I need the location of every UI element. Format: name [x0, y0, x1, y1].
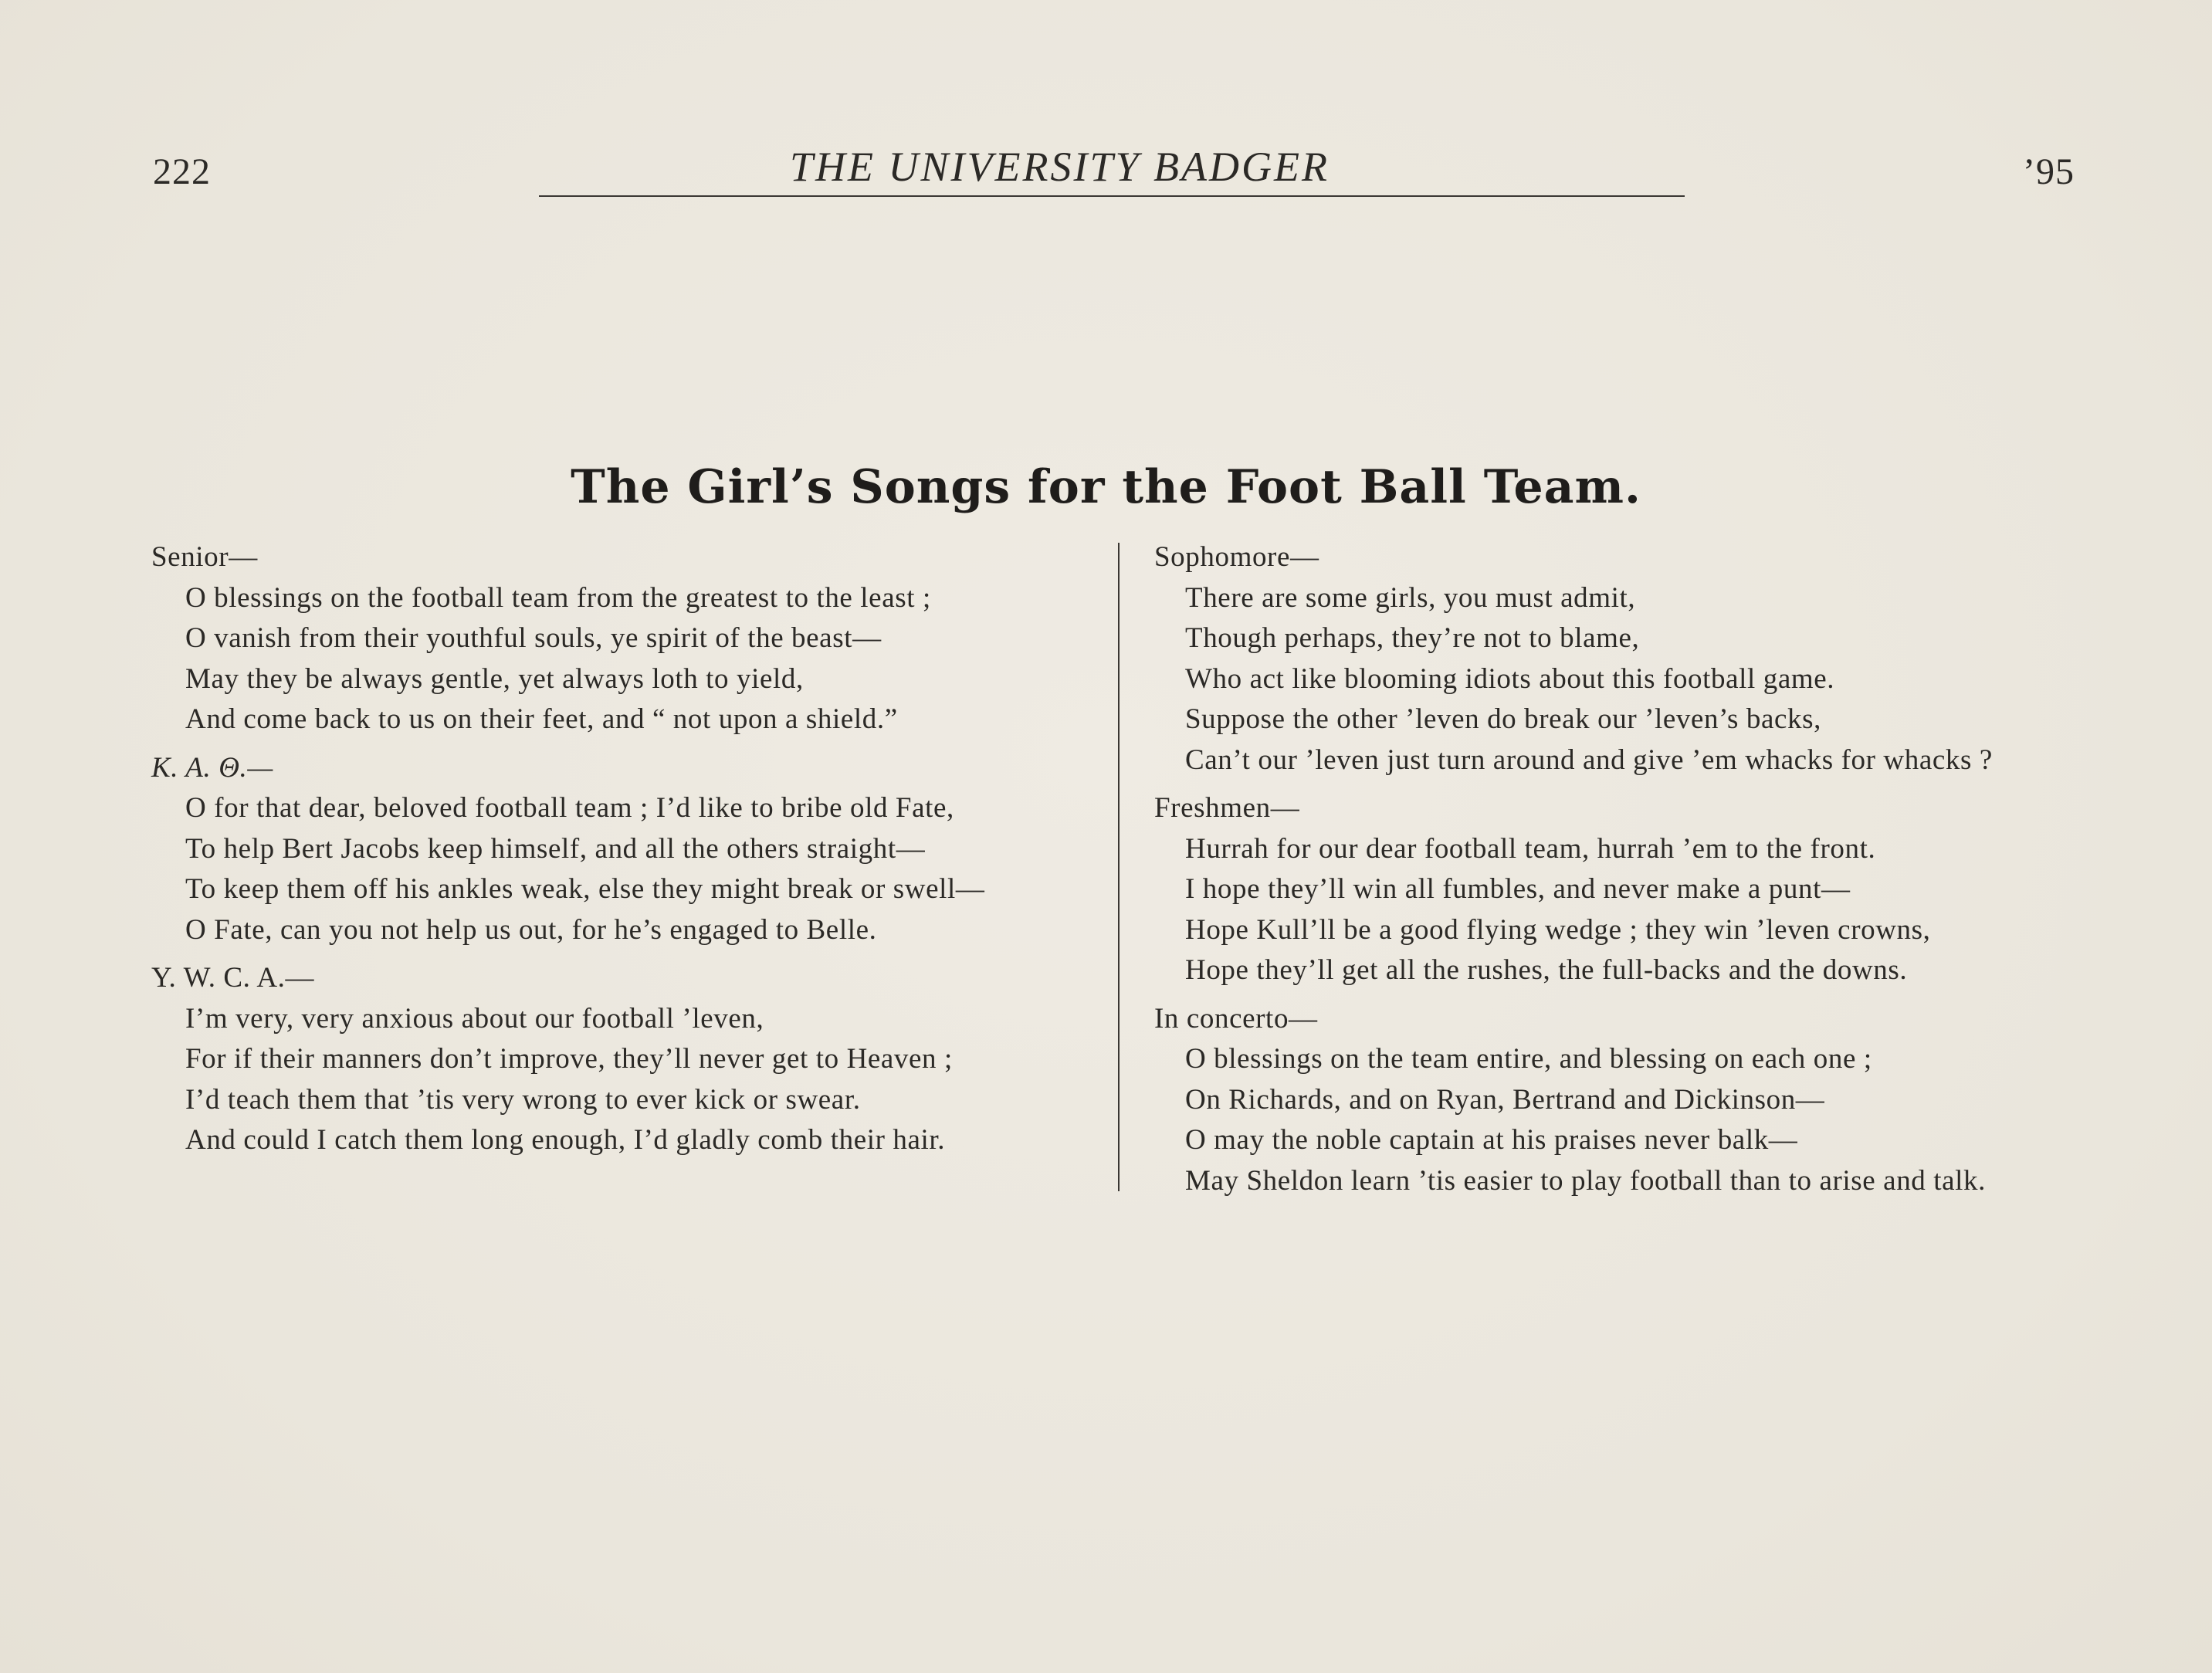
song-title: The Girl’s Songs for the Foot Ball Team. — [571, 460, 1641, 514]
verse-line: And come back to us on their feet, and “ not upon a shield.” — [185, 703, 898, 735]
verse-line: Though perhaps, they’re not to blame, — [1185, 622, 1640, 654]
verse-line: May Sheldon learn ’tis easier to play football than to arise and talk. — [1185, 1164, 1986, 1197]
verse-line: May they be always gentle, yet always loth to yield, — [185, 662, 804, 695]
verse-line: To help Bert Jacobs keep himself, and all the others straight— — [185, 832, 926, 865]
year-label: ’95 — [2023, 151, 2075, 192]
left-column — [151, 537, 1093, 1169]
stanza-in-concerto — [1154, 999, 2127, 1202]
verse-line: Can’t our ’leven just turn around and give ’em whacks for whacks ? — [1185, 743, 1993, 776]
page-number: 222 — [153, 151, 211, 192]
verse-line: For if their manners don’t improve, they’ll never get to Heaven ; — [185, 1043, 953, 1075]
verse-line: Hurrah for our dear football team, hurrah ’em to the front. — [1185, 832, 1876, 865]
verse-line: O may the noble captain at his praises never balk— — [1185, 1124, 1798, 1156]
running-head — [0, 143, 2212, 205]
column-divider — [1118, 543, 1120, 1191]
stanza-heading: K. A. Θ.— — [151, 751, 273, 784]
stanza-heading: Y. W. C. A.— — [151, 962, 315, 994]
right-column — [1154, 537, 2127, 1209]
verse-line: Hope they’ll get all the rushes, the full-backs and the downs. — [1185, 954, 1908, 986]
verse-line: O Fate, can you not help us out, for he’s engaged to Belle. — [185, 913, 877, 946]
verse-line: On Richards, and on Ryan, Bertrand and Dickinson— — [1185, 1083, 1825, 1116]
stanza-freshmen — [1154, 788, 2127, 991]
stanza-senior — [151, 537, 1093, 740]
stanza-heading: Sophomore— — [1154, 541, 1319, 573]
journal-title: THE UNIVERSITY BADGER — [790, 144, 1330, 190]
verse-line: Hope Kull’ll be a good flying wedge ; they win ’leven crowns, — [1185, 913, 1931, 946]
stanza-heading: Freshmen— — [1154, 792, 1300, 824]
header-rule — [539, 195, 1685, 197]
verse-line: O blessings on the team entire, and blessing on each one ; — [1185, 1043, 1872, 1075]
verse-line: I’m very, very anxious about our football ’leven, — [185, 1002, 764, 1035]
verse-line: O blessings on the football team from the greatest to the least ; — [185, 581, 931, 614]
verse-line: I’d teach them that ’tis very wrong to ever kick or swear. — [185, 1083, 861, 1116]
verse-line: Who act like blooming idiots about this football game. — [1185, 662, 1835, 695]
stanza-sophomore — [1154, 537, 2127, 781]
verse-line: There are some girls, you must admit, — [1185, 581, 1636, 614]
verse-line: To keep them off his ankles weak, else they might break or swell— — [185, 873, 985, 905]
verse-line: I hope they’ll win all fumbles, and never make a punt— — [1185, 873, 1851, 905]
verse-line: O for that dear, beloved football team ; I’d like to bribe old Fate, — [185, 792, 954, 824]
stanza-ywca — [151, 958, 1093, 1161]
verse-line: And could I catch them long enough, I’d gladly comb their hair. — [185, 1124, 946, 1156]
stanza-kappa-alpha-theta — [151, 748, 1093, 951]
verse-line: O vanish from their youthful souls, ye spirit of the beast— — [185, 622, 882, 654]
verse-line: Suppose the other ’leven do break our ’leven’s backs, — [1185, 703, 1821, 735]
stanza-heading: In concerto— — [1154, 1002, 1318, 1035]
stanza-heading: Senior— — [151, 541, 258, 573]
